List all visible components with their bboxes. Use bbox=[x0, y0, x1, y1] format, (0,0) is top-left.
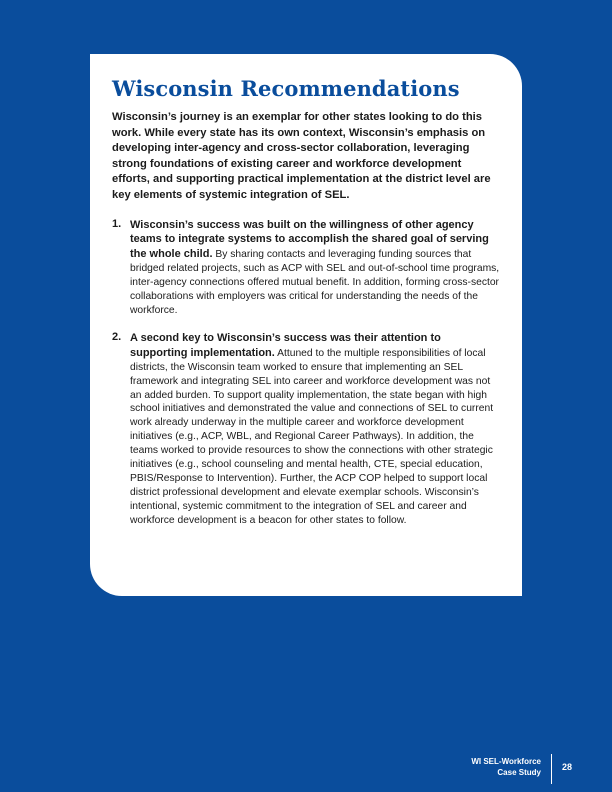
recommendation-lead: Wisconsin’s success was built on the willingness of other agency teams to integrate systems to accomplish the shared goal of serving the whole child. bbox=[130, 218, 489, 261]
recommendation-lead: A second key to Wisconsin’s success was their attention to supporting implementation. bbox=[130, 331, 441, 359]
footer-label bbox=[471, 754, 551, 778]
recommendation-number: 2. bbox=[112, 330, 122, 343]
page-footer bbox=[471, 754, 572, 788]
footer-line-2: Case Study bbox=[497, 768, 541, 777]
page-title: Wisconsin Recommendations bbox=[112, 76, 460, 101]
footer-line-1: WI SEL-Workforce bbox=[471, 757, 541, 766]
intro-paragraph: Wisconsin’s journey is an exemplar for other states looking to do this work. While every state has its own context, Wisconsin’s emphasis on developing inter-agency and cross-sector collaboration, leveraging strong foundations of existing career and workforce development efforts, and supporting practical implementation at the district level are key elements of systemic integration of SEL. bbox=[112, 111, 491, 201]
recommendation-number: 1. bbox=[112, 217, 122, 230]
recommendation-item bbox=[112, 218, 500, 318]
recommendation-body: By sharing contacts and leveraging funding sources that bridged related projects, such as ACP with SEL and out-of-school time programs, inter-agency connections offered mutual benefit. In addition, forming cross-sector collaborations with employers was critical for understanding the needs of the workforce. bbox=[130, 249, 500, 316]
recommendation-item bbox=[112, 331, 500, 528]
recommendation-list bbox=[112, 218, 500, 528]
recommendation-body: Attuned to the multiple responsibilities of local districts, the Wisconsin team worked to ensure that implementing an SEL framework and integrating SEL into career and workforce development was not an added burden. To support quality implementation, the state began with high school initiatives and demonstrated the value and connections of SEL to current work already underway in the multiple career and workforce development initiatives (e.g., ACP, WBL, and Regional Career Pathways). In addition, the teams worked to provide resources to show the connections with other strategic initiatives (e.g., school counseling and mental health, CTE, special education, PBIS/Response to Intervention). Further, the ACP COP helped to support local district professional development and elevate exemplar schools. Wisconsin’s intentional, systemic commitment to the integration of SEL and career and workforce development is a beacon for other states to follow. bbox=[130, 347, 494, 526]
content-card bbox=[90, 54, 522, 596]
footer-divider bbox=[551, 754, 552, 784]
page-number: 28 bbox=[561, 762, 572, 772]
